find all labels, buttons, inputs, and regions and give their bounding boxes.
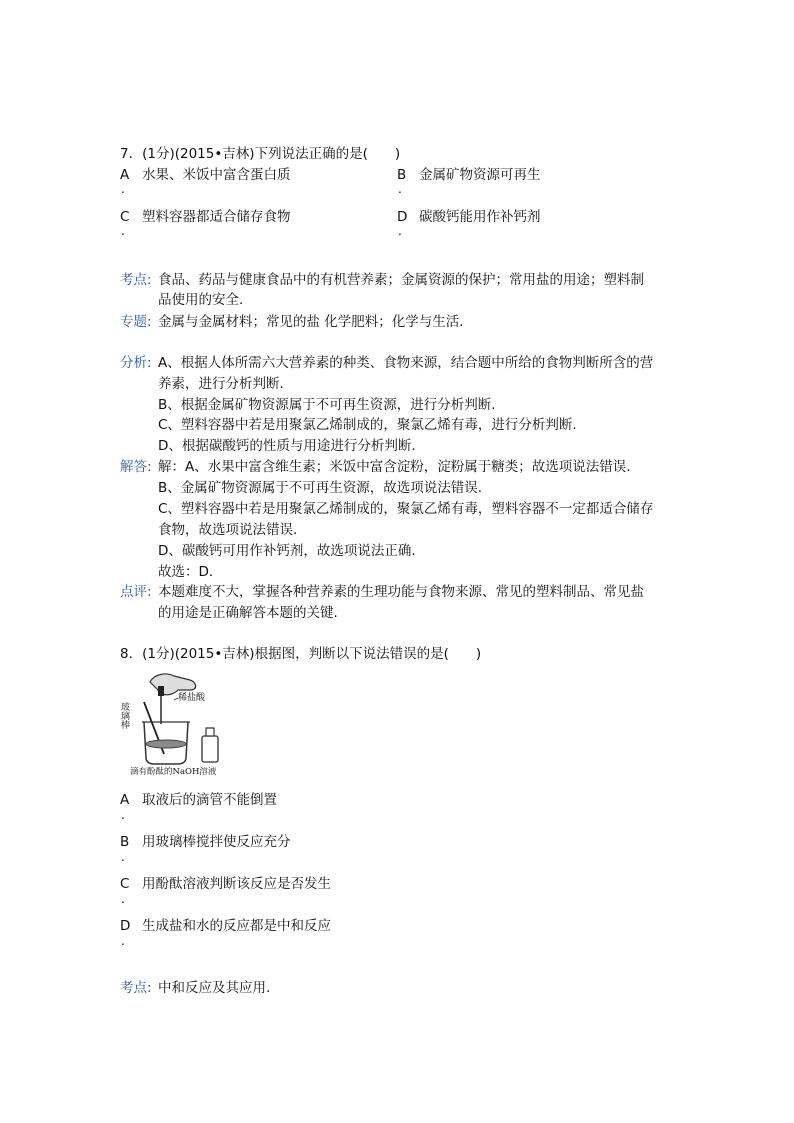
q8-figure: [120, 668, 238, 776]
q7-fenxi-line: A、根据人体所需六大营养素的种类、食物来源，结合题中所给的食物判断所含的营: [158, 355, 654, 371]
q7-jieda-line: B、金属矿物资源属于不可再生资源，故选项说法错误.: [158, 480, 483, 496]
dropper-bulb: [158, 686, 164, 696]
q8-option-d-dot: .: [121, 934, 125, 948]
q7-option-a-letter: A: [120, 167, 130, 183]
q7-fenxi-line: B、根据金属矿物资源属于不可再生资源，进行分析判断.: [158, 397, 496, 413]
q8-option-d-letter: D: [120, 918, 131, 934]
q8-option-d: [120, 914, 331, 934]
q8-option-a-text: 取液后的滴管不能倒置: [142, 792, 277, 808]
q7-option-a: [120, 163, 291, 183]
q7-option-b: [397, 163, 541, 183]
hand-shape: [150, 674, 196, 695]
q7-option-d-dot: .: [398, 224, 402, 238]
q7-option-a-text: 水果、米饭中富含蛋白质: [142, 167, 291, 183]
q7-jieda-line: 食物，故选项说法错误.: [158, 522, 298, 538]
q7-kaodian-label: 考点:: [120, 272, 152, 288]
q7-option-d-text: 碳酸钙能用作补钙剂: [419, 209, 541, 225]
q8-kaodian-label: 考点:: [120, 980, 152, 996]
q7-kaodian-line1: 食品、药品与健康食品中的有机营养素；金属资源的保护；常用盐的用途；塑料制: [158, 272, 644, 288]
q7-dianping-line1: 本题难度不大，掌握各种营养素的生理功能与食物来源、常见的塑料制品、常见盐: [158, 584, 644, 600]
q7-zhuanti-label: 专题:: [120, 314, 152, 330]
q7-option-b-text: 金属矿物资源可再生: [419, 167, 541, 183]
q7-jieda-line: 故选：D.: [158, 564, 214, 580]
q8-option-a-dot: .: [121, 808, 125, 822]
q7-option-a-dot: .: [121, 182, 125, 196]
q8-option-c-text: 用酚酞溶液判断该反应是否发生: [142, 876, 331, 892]
q7-option-b-letter: B: [397, 167, 407, 183]
q7-jieda-line: 解：A、水果中富含维生素；米饭中富含淀粉，淀粉属于糖类；故选项说法错误.: [158, 459, 631, 475]
solution-label: 滴有酚酞的NaOH溶液: [130, 767, 217, 776]
acid-label: 稀盐酸: [178, 693, 206, 703]
q8-option-b-letter: B: [120, 834, 130, 850]
q8-kaodian-text: 中和反应及其应用.: [158, 980, 271, 996]
q8-option-d-text: 生成盐和水的反应都是中和反应: [142, 918, 331, 934]
q7-option-b-dot: .: [398, 182, 402, 196]
q7-option-c-letter: C: [120, 209, 130, 225]
q8-option-c: [120, 872, 331, 892]
q7-option-c: [120, 205, 291, 225]
q7-jieda-line: D、碳酸钙可用作补钙剂，故选项说法正确.: [158, 543, 416, 559]
q7-fenxi-line: D、根据碳酸钙的性质与用途进行分析判断.: [158, 438, 416, 454]
q7-option-c-dot: .: [121, 224, 125, 238]
lab-apparatus-illustration: [120, 668, 238, 776]
q7-option-c-text: 塑料容器都适合储存食物: [142, 209, 291, 225]
q7-dianping-label: 点评:: [120, 584, 152, 600]
q8-option-c-dot: .: [121, 892, 125, 906]
q7-option-d: [397, 205, 541, 225]
q7-stem: 7．(1分)(2015•吉林)下列说法正确的是( ): [120, 146, 401, 162]
q7-jieda-line: C、塑料容器中若是用聚氯乙烯制成的，聚氯乙烯有毒，塑料容器不一定都适合储存: [158, 501, 654, 517]
q7-fenxi-label: 分析:: [120, 355, 152, 371]
bottle-neck: [206, 728, 214, 736]
q7-fenxi-line: 养素，进行分析判断.: [158, 376, 284, 392]
q8-option-a-letter: A: [120, 792, 130, 808]
q8-option-b: [120, 830, 291, 850]
q7-option-d-letter: D: [397, 209, 408, 225]
solution-surface: [146, 740, 186, 748]
rod-label-char: 玻璃棒: [120, 702, 129, 729]
q8-option-a: [120, 788, 277, 808]
q7-dianping-line2: 的用途是正确解答本题的关键.: [158, 605, 338, 621]
q7-zhuanti-text: 金属与金属材料；常见的盐 化学肥料；化学与生活.: [158, 314, 464, 330]
q7-kaodian-line2: 品使用的安全.: [158, 292, 244, 308]
q8-option-c-letter: C: [120, 876, 130, 892]
q7-jieda-label: 解答:: [120, 459, 152, 475]
q8-stem: 8．(1分)(2015•吉林)根据图，判断以下说法错误的是( ): [120, 646, 482, 662]
q7-fenxi-line: C、塑料容器中若是用聚氯乙烯制成的，聚氯乙烯有毒，进行分析判断.: [158, 417, 577, 433]
q8-option-b-text: 用玻璃棒搅拌使反应充分: [142, 834, 291, 850]
q8-option-b-dot: .: [121, 850, 125, 864]
reagent-bottle: [202, 736, 218, 762]
